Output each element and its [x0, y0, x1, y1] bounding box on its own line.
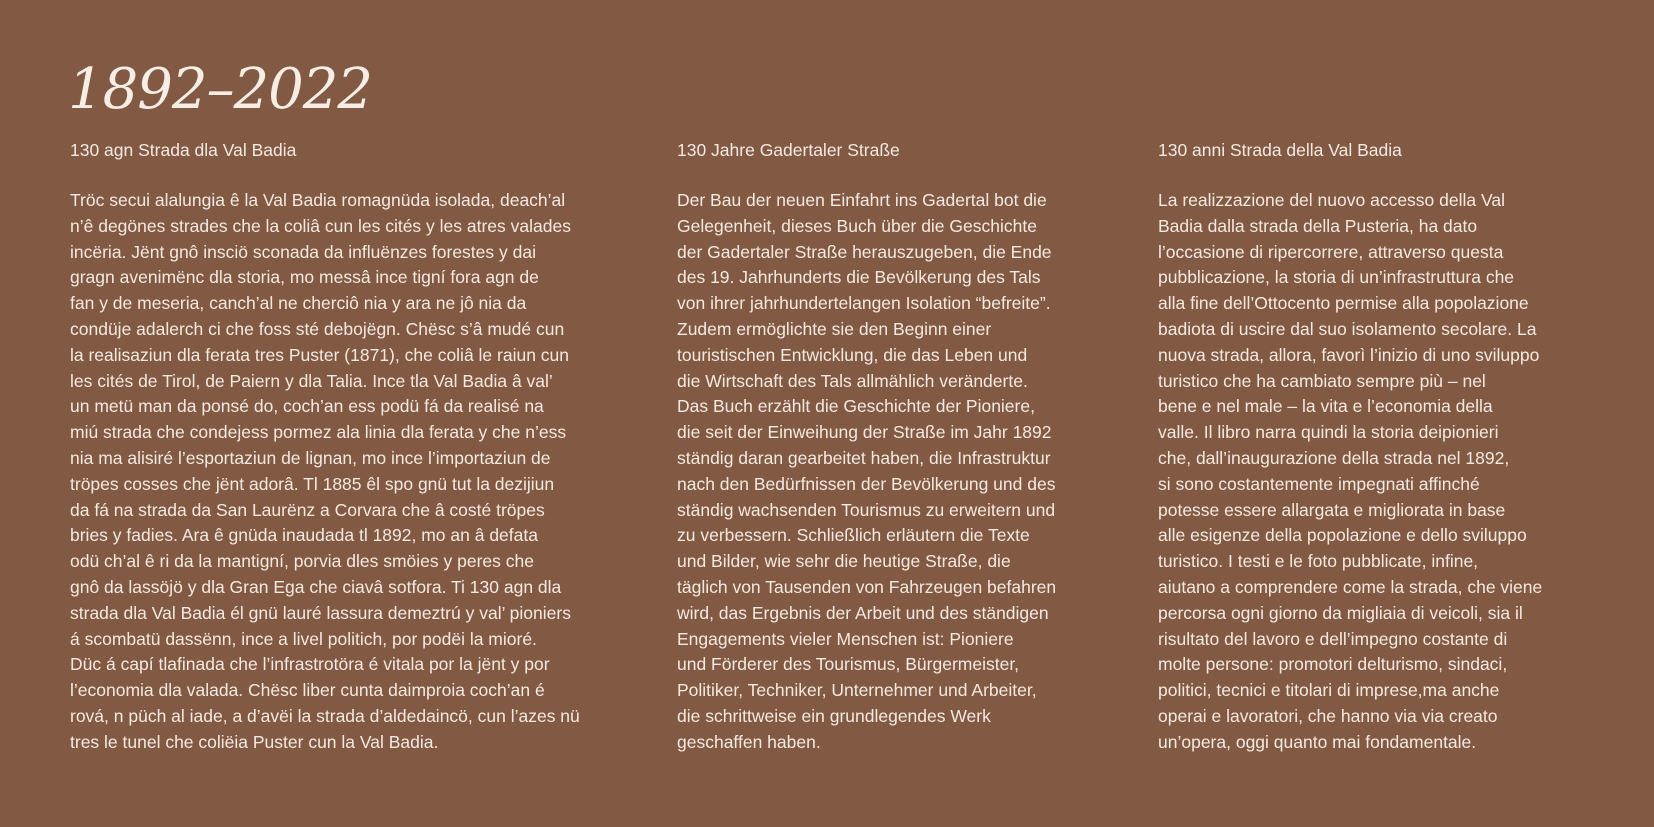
- body-text-line: geschaffen haben.: [677, 731, 821, 752]
- body-text-line: si sono costantemente impegnati affinché: [1158, 473, 1480, 494]
- body-text-line: ständig wachsenden Tourismus zu erweitern und: [677, 499, 1056, 520]
- body-text-line: die seit der Einweihung der Straße im Jahr 1892: [677, 422, 1052, 443]
- body-text-line: touristischen Entwicklung, die das Leben und: [677, 344, 1028, 365]
- body-text-line: und Förderer des Tourismus, Bürgermeister,: [677, 654, 1020, 675]
- body-text-line: Düc á capí tlafinada che l’infrastrotöra é vitala por la jënt y por: [70, 654, 550, 675]
- column-german: [677, 137, 1127, 756]
- body-text-line: der Gadertaler Straße herauszugeben, die Ende: [677, 241, 1052, 262]
- body-text-line: un’opera, oggi quanto mai fondamentale.: [1158, 731, 1477, 752]
- body-text-line: die schrittweise ein grundlegendes Werk: [677, 705, 991, 726]
- body-text-line: un metü man da ponsé do, coch’an ess podü fá da realisé na: [70, 396, 544, 417]
- body-text-line: turistico. I testi e le foto pubblicate, infine,: [1158, 551, 1479, 572]
- body-text-line: potesse essere allargata e migliorata in base: [1158, 499, 1506, 520]
- body-text-line: nuova strada, allora, favorì l’inizio di uno sviluppo: [1158, 344, 1540, 365]
- body-text-line: und Bilder, wie sehr die heutige Straße, die: [677, 551, 1011, 572]
- body-text-line: täglich von Tausenden von Fahrzeugen befahren: [677, 576, 1057, 597]
- body-text-line: aiutano a comprendere come la strada, che viene: [1158, 576, 1543, 597]
- column-body-ladin: [70, 188, 630, 756]
- column-heading-german: 130 Jahre Gadertaler Straße: [677, 140, 900, 160]
- body-text-line: che, dall’inaugurazione della strada nel 1892,: [1158, 447, 1510, 468]
- body-text-line: les cités de Tirol, de Paiern y dla Talia. Ince tla Val Badia â val’: [70, 370, 553, 391]
- body-text-line: Tröc secui alalungia ê la Val Badia romagnüda isolada, deach’al: [70, 190, 566, 210]
- body-text-line: Der Bau der neuen Einfahrt ins Gadertal bot die: [677, 190, 1047, 210]
- body-text-line: badiota di uscire dal suo isolamento secolare. La: [1158, 318, 1537, 339]
- body-text-line: Engagements vieler Menschen ist: Pioniere: [677, 628, 1014, 649]
- body-text-line: alla fine dell’Ottocento permise alla popolazione: [1158, 293, 1529, 314]
- body-text-line: l’economia dla valada. Chësc liber cunta daimproia coch’an é: [70, 680, 545, 701]
- body-text-line: bries y fadies. Ara ê gnüda inaudada tl 1892, mo an â defata: [70, 525, 538, 546]
- body-text-line: Politiker, Techniker, Unternehmer und Arbeiter,: [677, 680, 1037, 701]
- body-text-line: incëria. Jënt gnô insciö sconada da influënzes forestes y dai: [70, 241, 536, 262]
- body-text-line: strada dla Val Badia él gnü lauré lassura demeztrú y val’ pioniers: [70, 602, 571, 623]
- body-text-line: n’ê degönes strades che la coliâ cun les cités y les atres valades: [70, 215, 571, 236]
- body-text-line: fan y de meseria, canch’al ne cherciô nia y ara ne jô nia da: [70, 293, 527, 314]
- body-text-line: risultato del lavoro e dell’impegno costante di: [1158, 628, 1508, 649]
- column-italian: [1158, 137, 1598, 756]
- body-text-line: condüje adalerch ci che foss sté debojëgn. Chësc s’â mudé cun: [70, 318, 565, 339]
- column-heading-italian: 130 anni Strada della Val Badia: [1158, 140, 1402, 160]
- body-text-line: tröpes cosses che jënt adorâ. Tl 1885 êl spo gnü tut la dezijiun: [70, 473, 555, 494]
- body-text-line: molte persone: promotori delturismo, sindaci,: [1158, 654, 1508, 675]
- body-text-line: da fá na strada da San Laurënz a Corvara che â costé tröpes: [70, 499, 545, 520]
- column-ladin: [70, 137, 630, 756]
- body-text-line: alle esigenze della popolazione e dello sviluppo: [1158, 525, 1527, 546]
- body-text-line: pubblicazione, la storia di un’infrastruttura che: [1158, 267, 1515, 288]
- body-text-line: politici, tecnici e titolari di imprese,ma anche: [1158, 680, 1500, 701]
- body-text-line: zu verbessern. Schließlich erläutern die Texte: [677, 525, 1030, 546]
- body-text-line: Zudem ermöglichte sie den Beginn einer: [677, 318, 992, 339]
- body-text-line: Badia dalla strada della Pusteria, ha dato: [1158, 215, 1478, 236]
- body-text-line: Das Buch erzählt die Geschichte der Pioniere,: [677, 396, 1035, 417]
- body-text-line: miú strada che condejess pormez ala linia dla ferata y che n’ess: [70, 422, 567, 443]
- body-text-line: die Wirtschaft des Tals allmählich veränderte.: [677, 370, 1028, 391]
- body-text-line: von ihrer jahrhundertelangen Isolation “befreite”.: [677, 293, 1051, 314]
- body-text-line: gnô da lassöjö y dla Gran Ega che ciavâ sotfora. Ti 130 agn dla: [70, 576, 562, 597]
- body-text-line: wird, das Ergebnis der Arbeit und des ständigen: [677, 602, 1049, 623]
- body-text-line: percorsa ogni giorno da migliaia di veicoli, sia il: [1158, 602, 1523, 623]
- column-body-italian: [1158, 188, 1598, 756]
- body-text-line: la realisaziun dla ferata tres Puster (1871), che coliâ le raiun cun: [70, 344, 570, 365]
- body-text-line: bene e nel male – la vita e l’economia della: [1158, 396, 1493, 417]
- body-text-line: l’occasione di ripercorrere, attraverso questa: [1158, 241, 1504, 262]
- body-text-line: La realizzazione del nuovo accesso della Val: [1158, 190, 1505, 210]
- body-text-line: Gelegenheit, dieses Buch über die Geschichte: [677, 215, 1037, 236]
- body-text-line: rová, n püch al iade, a d’avëi la strada d’aldedaincö, cun l’azes nü: [70, 705, 580, 726]
- body-text-line: á scombatü dassënn, ince a livel politich, por podëi la mioré.: [70, 628, 537, 649]
- column-heading-ladin: 130 agn Strada dla Val Badia: [70, 140, 297, 160]
- column-body-german: [677, 188, 1127, 756]
- body-text-line: des 19. Jahrhunderts die Bevölkerung des Tals: [677, 267, 1041, 288]
- page-title: 1892–2022: [68, 57, 373, 122]
- body-text-line: nach den Bedürfnissen der Bevölkerung und des: [677, 473, 1056, 494]
- body-text-line: ständig daran gearbeitet haben, die Infrastruktur: [677, 447, 1051, 468]
- body-text-line: nia ma alisiré l’esportaziun de lignan, mo ince l’importaziun de: [70, 447, 551, 468]
- body-text-line: gragn avenimënc dla storia, mo messâ ince tigní fora agn de: [70, 267, 539, 288]
- body-text-line: operai e lavoratori, che hanno via via creato: [1158, 705, 1498, 726]
- body-text-line: valle. Il libro narra quindi la storia deipionieri: [1158, 422, 1499, 443]
- body-text-line: turistico che ha cambiato sempre più – nel: [1158, 370, 1486, 391]
- body-text-line: tres le tunel che coliëia Puster cun la Val Badia.: [70, 731, 439, 752]
- body-text-line: odü ch’al ê ri da la mantigní, porvia dles smöies y peres che: [70, 551, 534, 572]
